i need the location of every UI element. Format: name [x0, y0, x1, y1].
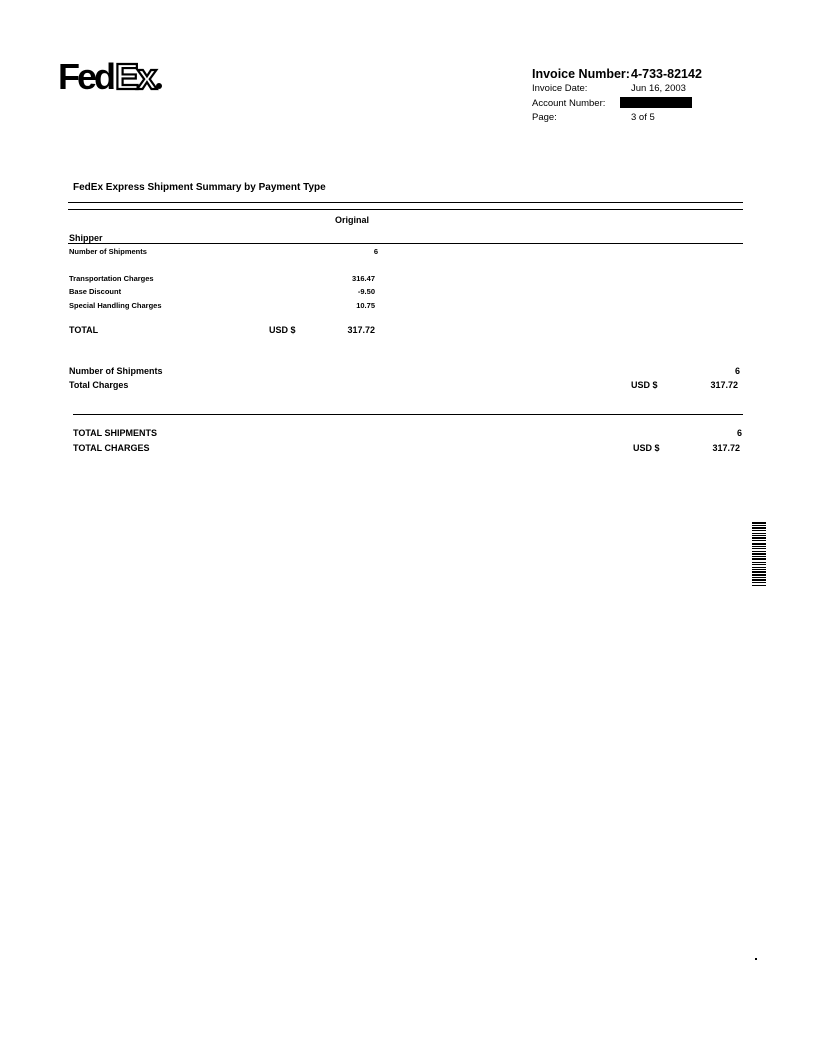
grand-charges-label: TOTAL CHARGES	[73, 443, 150, 453]
total-value: 317.72	[347, 325, 375, 335]
section-shipper: Shipper	[69, 233, 103, 243]
top-rule-2	[68, 209, 743, 210]
subtotal-shipments-label: Number of Shipments	[69, 366, 163, 376]
row-label: Base Discount	[69, 287, 122, 296]
column-header-original: Original	[335, 215, 370, 225]
page-label: Page:	[532, 112, 557, 123]
section-rule	[68, 243, 743, 244]
row-value: 6	[373, 247, 378, 256]
total-label: TOTAL	[69, 325, 99, 335]
grand-total-rule	[73, 414, 743, 415]
grand-shipments-value: 6	[736, 428, 742, 438]
subtotal-charges-value: 317.72	[710, 380, 738, 390]
grand-charges-value: 317.72	[712, 443, 740, 453]
summary-title: FedEx Express Shipment Summary by Payment Type	[73, 182, 326, 193]
account-number-redaction	[620, 97, 692, 108]
row-label: Transportation Charges	[69, 274, 154, 283]
page-number: 3 of 5	[631, 112, 655, 123]
account-number-label: Account Number:	[532, 98, 606, 109]
barcode	[752, 522, 766, 622]
page-mark	[755, 958, 757, 960]
total-currency: USD $	[269, 325, 296, 335]
svg-text:Ex: Ex	[115, 58, 156, 94]
grand-charges-currency: USD $	[633, 443, 660, 453]
top-rule	[68, 202, 743, 203]
subtotal-charges-label: Total Charges	[69, 380, 129, 390]
row-label: Special Handling Charges	[69, 301, 162, 310]
row-value: 10.75	[356, 301, 375, 310]
invoice-date: Jun 16, 2003	[631, 83, 686, 94]
row-value: -9.50	[357, 287, 375, 296]
invoice-number-label: Invoice Number:	[532, 67, 630, 81]
svg-text:Fed: Fed	[58, 58, 114, 94]
grand-shipments-label: TOTAL SHIPMENTS	[73, 428, 158, 438]
subtotal-shipments-value: 6	[734, 366, 740, 376]
row-label: Number of Shipments	[69, 247, 147, 256]
fedex-logo	[58, 58, 164, 99]
invoice-number: 4-733-82142	[631, 67, 702, 81]
subtotal-charges-currency: USD $	[631, 380, 658, 390]
row-value: 316.47	[352, 274, 375, 283]
invoice-date-label: Invoice Date:	[532, 83, 588, 94]
